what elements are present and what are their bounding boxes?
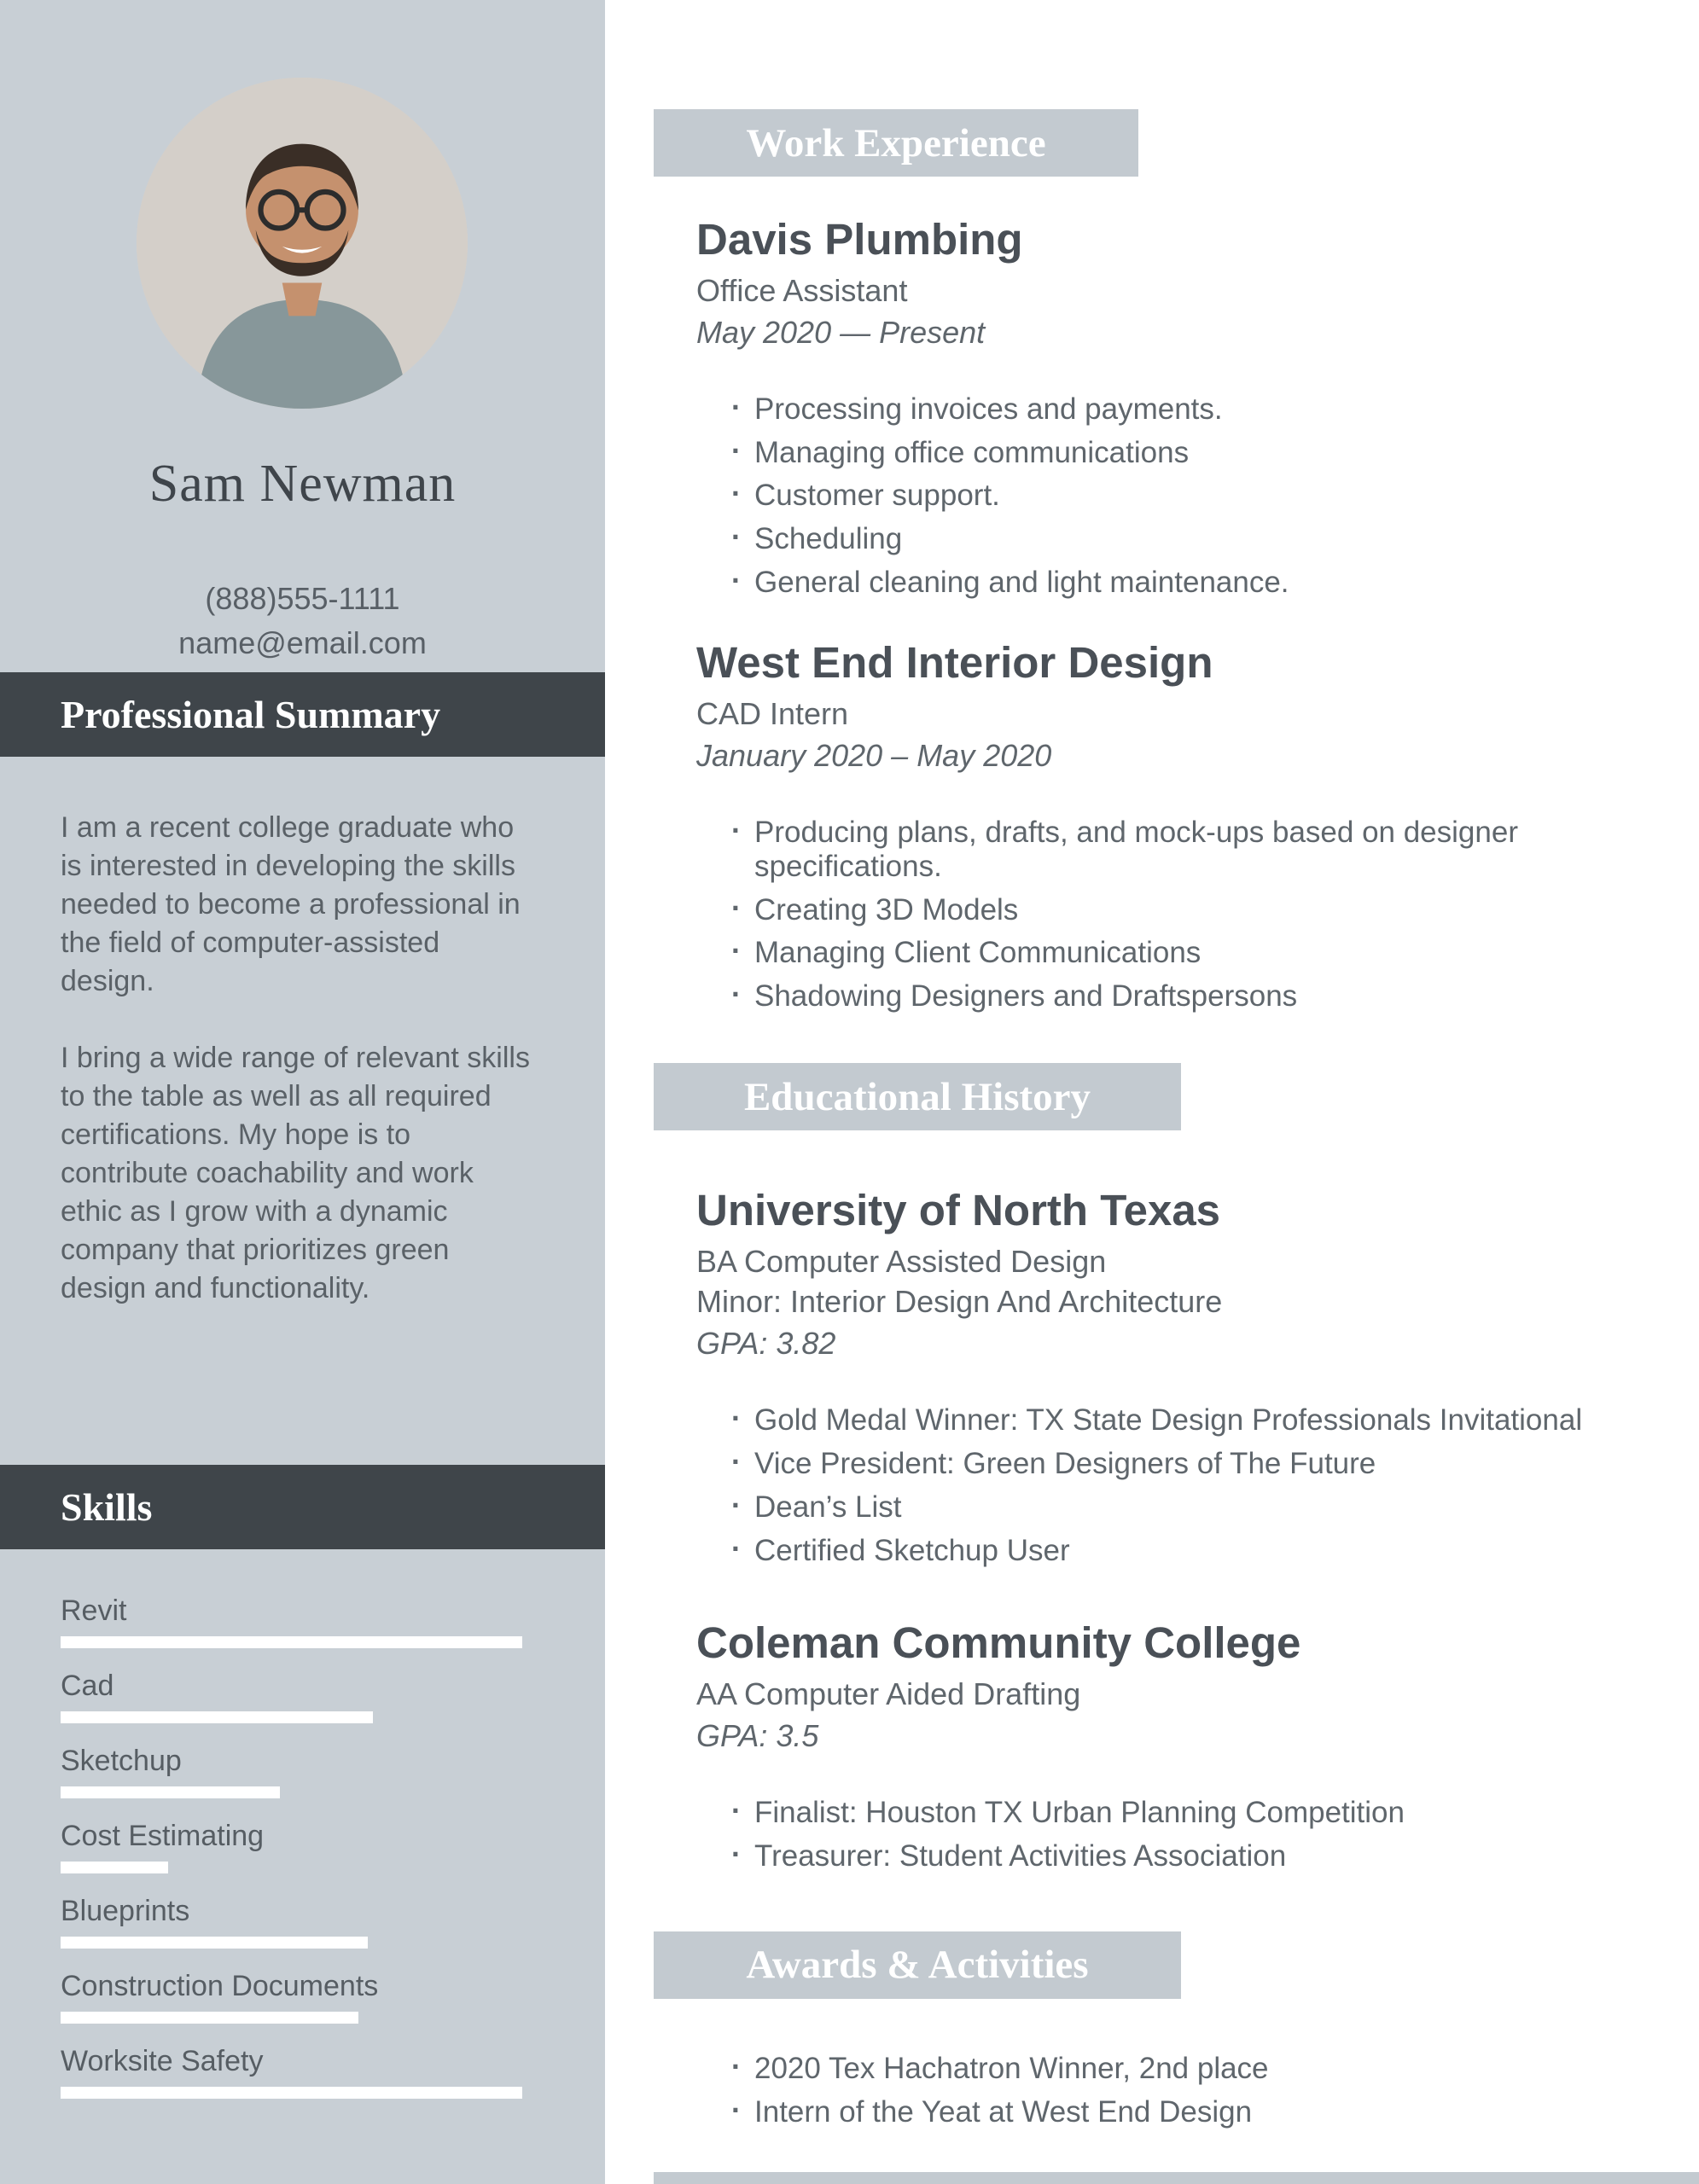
summary-paragraph: I am a recent college graduate who is interested in developing the skills needed to become a professional in the field of computer-assisted design.: [61, 811, 521, 997]
school-name: University of North Texas: [696, 1186, 1221, 1235]
job-role: CAD Intern: [696, 695, 849, 731]
awards-activities-label: Awards & Activities: [746, 1943, 1089, 1988]
skill-level-bar: [61, 1636, 527, 1648]
awards-list: [731, 2052, 1699, 2129]
skill-level-fill: [61, 1937, 368, 1949]
section-heading-work-experience: [654, 109, 1138, 177]
school-achievement: · Finalist: Houston TX Urban Planning Competition: [731, 1796, 1659, 1830]
summary-heading-label: Professional Summary: [61, 693, 441, 736]
avatar-illustration: [137, 78, 468, 409]
phone-number: (888)555-1111: [205, 581, 400, 616]
skill-label: Construction Documents: [61, 1970, 379, 2002]
skill-level-fill: [61, 1636, 522, 1648]
job-duties-list: [731, 392, 1699, 600]
skill-item: [61, 1669, 527, 1723]
job-entry: [605, 215, 1699, 600]
school-achievement: · Treasurer: Student Activities Association: [731, 1839, 1659, 1873]
job-duty: · Creating 3D Models: [731, 893, 1659, 927]
skill-label: Cad: [61, 1670, 114, 1702]
degree-line: AA Computer Aided Drafting: [696, 1676, 1081, 1712]
summary-section-heading: [0, 672, 605, 757]
company-name: West End Interior Design: [696, 638, 1213, 688]
summary-paragraph: I bring a wide range of relevant skills to the table as well as all required certifications. My hope is to contribute coachability and work ethic as I grow with a dynamic company that prioritizes green design and functionality.: [61, 1042, 530, 1304]
skill-level-fill: [61, 1711, 373, 1723]
contact-info: [0, 577, 605, 665]
school-achievement: · Certified Sketchup User: [731, 1534, 1659, 1568]
job-duty: · General cleaning and light maintenance.: [731, 566, 1659, 600]
skill-item: [61, 1894, 527, 1949]
school-achievement: · Gold Medal Winner: TX State Design Professionals Invitational: [731, 1403, 1659, 1438]
job-duty: · Shadowing Designers and Draftspersons: [731, 979, 1659, 1014]
page-bottom-band: [654, 2172, 1699, 2184]
sidebar: [0, 0, 605, 2184]
job-duty: · Managing Client Communications: [731, 936, 1659, 970]
skill-level-bar: [61, 1786, 527, 1798]
job-dates: January 2020 – May 2020: [696, 737, 1052, 773]
job-duty: · Customer support.: [731, 479, 1659, 513]
skill-level-fill: [61, 1862, 168, 1873]
skill-level-bar: [61, 2012, 527, 2024]
school-entry: [605, 1186, 1699, 1567]
gpa: GPA: 3.82: [696, 1325, 836, 1361]
skill-item: [61, 1744, 527, 1798]
company-name: Davis Plumbing: [696, 215, 1023, 264]
school-entry: [605, 1618, 1699, 1873]
skill-label: Sketchup: [61, 1745, 182, 1777]
email-address: name@email.com: [178, 625, 427, 660]
skill-level-bar: [61, 2087, 527, 2099]
skills-section-heading: [0, 1465, 605, 1549]
job-duty: · Managing office communications: [731, 436, 1659, 470]
skill-item: [61, 2044, 527, 2099]
skill-label: Worksite Safety: [61, 2045, 264, 2077]
school-achievements-list: [731, 1796, 1699, 1873]
skills-list: [61, 1594, 527, 2119]
skill-label: Cost Estimating: [61, 1820, 265, 1852]
skill-item: [61, 1594, 527, 1648]
award-item: · Intern of the Yeat at West End Design: [731, 2095, 1659, 2129]
skill-level-bar: [61, 1937, 527, 1949]
degree-lines: [605, 1674, 1699, 1714]
job-duty: · Producing plans, drafts, and mock-ups based on designer specifications.: [731, 816, 1659, 884]
professional-summary: [61, 809, 535, 1346]
section-heading-educational-history: [654, 1063, 1181, 1130]
skill-item: [61, 1819, 527, 1873]
skill-level-fill: [61, 2087, 522, 2099]
skill-item: [61, 1969, 527, 2024]
job-duty: · Scheduling: [731, 522, 1659, 556]
skill-level-fill: [61, 1786, 280, 1798]
job-dates: May 2020 — Present: [696, 314, 986, 350]
school-achievement: · Vice President: Green Designers of The Future: [731, 1447, 1659, 1481]
profile-photo: [137, 78, 468, 409]
degree-line: Minor: Interior Design And Architecture: [696, 1283, 1223, 1319]
skill-level-fill: [61, 2012, 358, 2024]
main-content: [605, 0, 1699, 2184]
school-achievement: · Dean’s List: [731, 1490, 1659, 1525]
skill-level-bar: [61, 1711, 527, 1723]
work-experience-label: Work Experience: [746, 120, 1046, 166]
skill-label: Revit: [61, 1594, 127, 1627]
skills-heading-label: Skills: [61, 1485, 153, 1529]
degree-lines: [605, 1241, 1699, 1321]
job-role: Office Assistant: [696, 272, 908, 308]
skill-level-bar: [61, 1862, 527, 1873]
skill-label: Blueprints: [61, 1895, 190, 1927]
section-heading-awards-activities: [654, 1931, 1181, 1999]
school-name: Coleman Community College: [696, 1618, 1301, 1668]
job-entry: [605, 638, 1699, 1014]
person-name: Sam Newman: [148, 455, 457, 513]
job-duties-list: [731, 816, 1699, 1014]
gpa: GPA: 3.5: [696, 1718, 819, 1754]
award-item: · 2020 Tex Hachatron Winner, 2nd place: [731, 2052, 1659, 2086]
educational-history-label: Educational History: [743, 1074, 1091, 1119]
job-duty: · Processing invoices and payments.: [731, 392, 1659, 427]
degree-line: BA Computer Assisted Design: [696, 1243, 1107, 1279]
school-achievements-list: [731, 1403, 1699, 1568]
